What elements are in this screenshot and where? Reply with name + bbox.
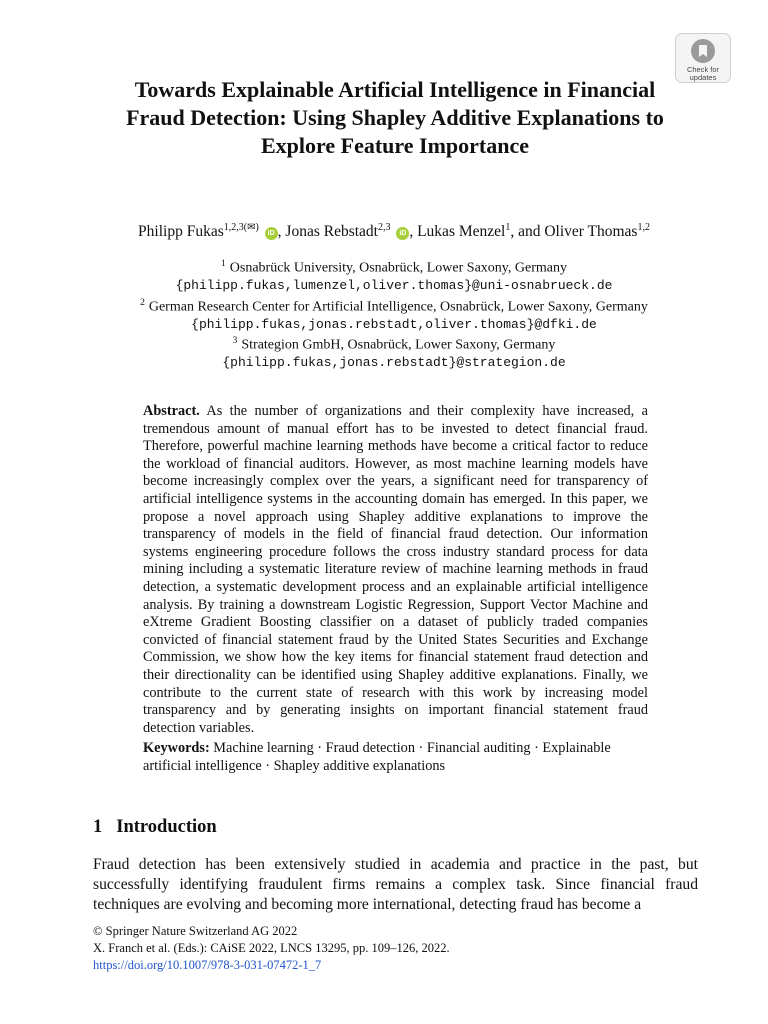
doi-link[interactable]: https://doi.org/10.1007/978-3-031-07472-1_7 [93, 958, 322, 972]
bookmark-icon [690, 38, 716, 64]
affiliations [60, 256, 728, 372]
orcid-icon[interactable]: iD [396, 227, 409, 240]
abstract [143, 403, 648, 737]
author-name: , Lukas Menzel [409, 223, 506, 241]
check-for-updates-badge[interactable] [675, 33, 731, 83]
paper-title: Towards Explainable Artificial Intelligence in Financial Fraud Detection: Using Shapley Additive Explanations to Explore Feature Importance [126, 77, 664, 158]
author-name: Philipp Fukas [138, 223, 224, 241]
copyright-line: © Springer Nature Switzerland AG 2022 [93, 924, 298, 938]
author-affil-sup: 1,2,3(✉) [223, 222, 259, 233]
footer [93, 923, 713, 974]
affiliation-email: {philipp.fukas,jonas.rebstadt}@strategion.de [222, 355, 566, 371]
keywords-text: Machine learning · Fraud detection · Financial auditing · Explainable artificial intelligence · Shapley additive explanations [143, 740, 611, 774]
author-affil-sup: 1,2 [637, 222, 650, 233]
author-affil-sup: 2,3 [377, 222, 391, 233]
keywords [143, 740, 648, 775]
abstract-label: Abstract. [143, 403, 200, 419]
keywords-label: Keywords: [143, 740, 210, 756]
affiliation-email: {philipp.fukas,lumenzel,oliver.thomas}@uni-osnabrueck.de [175, 278, 613, 294]
affiliation-line: $^2$ German Research Center for Artificial Intelligence, Osnabrück, Lower Saxony, Germany [140, 297, 648, 315]
affiliation-email: {philipp.fukas,jonas.rebstadt,oliver.thomas}@dfki.de [191, 316, 597, 332]
affiliation-line: $^1$ Osnabrück University, Osnabrück, Lower Saxony, Germany [221, 259, 567, 276]
author-name: , Jonas Rebstadt [277, 223, 378, 241]
orcid-icon[interactable]: iD [265, 227, 278, 240]
affiliation-line: $^3$ Strategion GmbH, Osnabrück, Lower Saxony, Germany [232, 336, 556, 353]
intro-paragraph: Fraud detection has been extensively studied in academia and practice in the past, but successfully identifying fraudulent firms remains a complex task. Since financial fraud techniques are evolving and becoming more international, detecting fraud has become a [93, 856, 698, 913]
author-affil-sup: 1 [505, 222, 511, 233]
author-list [60, 222, 728, 241]
section-title: Introduction [116, 817, 217, 837]
section-heading [93, 817, 217, 838]
abstract-text: As the number of organizations and their complexity have increased, a tremendous amount of manual effort has to be invested to detect financial fraud. Therefore, powerful machine learning methods have become a critical factor to reduce the workload of financial auditors. However, as most machine learning models have become increasingly complex over the years, a significant need for transparency of artificial intelligence systems in the accounting domain has emerged. In this paper, we propose a novel approach using Shapley additive explanations to improve the transparency of models in the field of financial fraud detection. Our information systems engineering procedure follows the cross industry standard process for data mining including a systematic literature review of machine learning methods in fraud detection, a systematic development process and an explainable artificial intelligence analysis. By training a downstream Logistic Regression, Support Vector Machine and eXtreme Gradient Boosting classifier on a dataset of publicly traded companies convicted of financial statement fraud by the United States Securities and Exchange Commission, we show how the key items for financial statement fraud detection and their directionality can be identified using Shapley additive explanations. Finally, we contribute to the current state of research with this work by increasing model transparency and by generating insights on important financial statement fraud detection variables. [143, 403, 648, 736]
badge-label: Check for updates [686, 65, 720, 82]
citation-line: X. Franch et al. (Eds.): CAiSE 2022, LNCS 13295, pp. 109–126, 2022. [93, 941, 450, 955]
section-number: 1 [93, 817, 103, 837]
author-name: , and Oliver Thomas [510, 223, 638, 241]
